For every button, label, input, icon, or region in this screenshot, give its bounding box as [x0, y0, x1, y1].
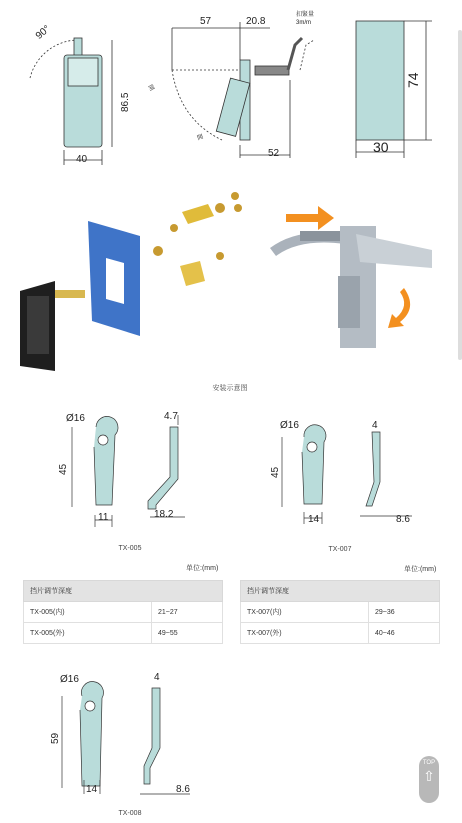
length-20-8-label: 20.8 [246, 16, 266, 27]
length-52-label: 52 [268, 148, 280, 159]
tx007-drawing [232, 412, 462, 542]
tx005-drawing [0, 405, 230, 545]
tx005-dia-label: Ø16 [66, 413, 85, 424]
tx005-width-label: 11 [98, 512, 109, 523]
mounting-plate-image [88, 221, 140, 336]
swing-label-1: 開 [146, 84, 155, 93]
tx008-offset-label: 8.6 [176, 784, 190, 795]
tx007-dia-label: Ø16 [280, 420, 299, 431]
tx007-caption: TX-007 [328, 546, 352, 553]
back-to-top-button[interactable] [419, 756, 439, 803]
length-57-label: 57 [200, 16, 212, 27]
tx008-thick-label: 4 [154, 672, 160, 683]
front-height-label: 86.5 [120, 92, 131, 112]
arrow-right-icon [286, 206, 334, 230]
scrollbar[interactable] [458, 30, 462, 360]
arrow-up-icon: ⇧ [423, 768, 435, 784]
latch-dimension-drawing [0, 0, 462, 170]
side-view [172, 22, 314, 158]
install-caption: 安装示意图 [212, 385, 248, 392]
spec-table-right-header: 挡片调节深度 [241, 581, 440, 602]
spec-table-left [23, 580, 223, 644]
hardware-parts-image [153, 192, 242, 286]
tx005-len-label: 45 [58, 463, 69, 475]
angle-label: 90° [33, 23, 53, 42]
swing-label-2: 開 [196, 134, 205, 142]
table-row: TX-005(外) 49~55 [24, 623, 223, 644]
steel-latch-image [270, 226, 432, 348]
tx008-dia-label: Ø16 [60, 674, 79, 685]
adjust-label: 扣緊量 [296, 12, 315, 18]
back-width-label: 30 [373, 139, 389, 155]
tx007-offset-label: 8.6 [396, 514, 410, 525]
spec-table-left-header: 挡片调节深度 [24, 581, 223, 602]
latch-body-image [20, 281, 85, 371]
tx008-len-label: 59 [50, 732, 61, 744]
front-width-label: 40 [76, 154, 88, 165]
unit-label-left: 单位:(mm) [186, 565, 219, 572]
install-illustration [0, 176, 462, 376]
tx007-len-label: 45 [270, 466, 281, 478]
adjust-value: 3m/m [296, 20, 311, 26]
tx008-caption: TX-008 [118, 810, 142, 817]
top-label: TOP [422, 760, 436, 766]
tx008-drawing [0, 668, 230, 808]
tx005-offset-label: 18.2 [154, 509, 174, 520]
spec-table-right [240, 580, 440, 644]
tx005-caption: TX-005 [118, 545, 142, 552]
tx007-width-label: 14 [308, 514, 320, 525]
tx007-thick-label: 4 [372, 420, 378, 431]
table-row: TX-007(内) 29~36 [241, 602, 440, 623]
tx008-width-label: 14 [86, 784, 98, 795]
back-height-label: 74 [405, 72, 421, 88]
table-row: TX-005(内) 21~27 [24, 602, 223, 623]
tx005-thick-label: 4.7 [164, 411, 178, 422]
front-view [30, 38, 112, 165]
rotate-arrow-icon [388, 288, 410, 328]
unit-label-right: 单位:(mm) [404, 566, 437, 573]
back-view [356, 21, 432, 158]
table-row: TX-007(外) 40~46 [241, 623, 440, 644]
